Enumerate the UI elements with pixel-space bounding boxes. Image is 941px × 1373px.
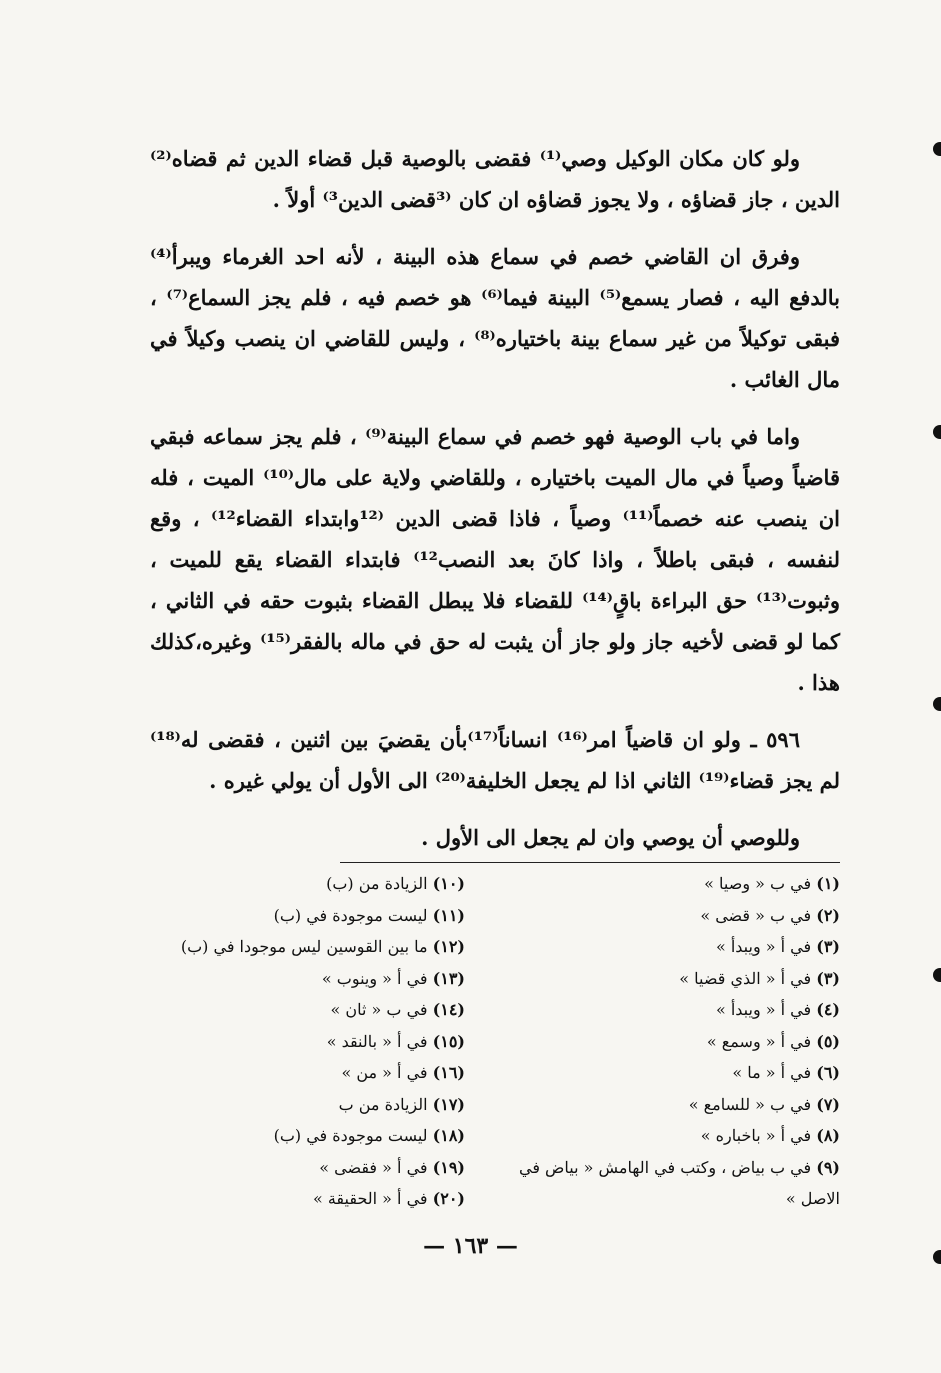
footnote: (٦) في أ « ما » bbox=[732, 1063, 840, 1082]
footnote: (١٩) في أ « فقضى » bbox=[319, 1157, 465, 1177]
footnote: (١) في ب « وصيا » bbox=[704, 874, 840, 893]
edge-mark bbox=[933, 1250, 941, 1264]
footnotes-right-column bbox=[510, 868, 840, 1215]
footnote: (١٦) في أ « من » bbox=[341, 1063, 465, 1082]
footnote: (١٥) في أ « بالنقد » bbox=[326, 1031, 465, 1051]
footnote: (٢) في ب « قضى » bbox=[700, 905, 840, 925]
main-text bbox=[150, 138, 840, 858]
footnote: (١٧) الزيادة من ب bbox=[338, 1094, 465, 1114]
numbered-paragraph: ٥٩٦ ـ ولو ان قاضياً امر⁽¹⁶⁾ انساناً⁽¹⁷⁾بأن يقضيَ بين اثنين ، فقضى له⁽¹⁸⁾ لم يجز قضاء⁽¹⁹⁾ الثاني اذا لم يجعل الخليفة⁽²⁰⁾ الى الأول أن يولي غيره . bbox=[150, 727, 840, 793]
footnote-divider bbox=[340, 862, 840, 863]
edge-mark bbox=[933, 142, 941, 156]
footnotes-left-column bbox=[150, 868, 465, 1215]
paragraph: وللوصي أن يوصي وان لم يجعل الى الأول . bbox=[421, 825, 800, 850]
footnote: (١٤) في ب « ثان » bbox=[330, 1000, 465, 1019]
edge-mark bbox=[933, 697, 941, 711]
footnote: (١١) ليست موجودة في (ب) bbox=[273, 905, 465, 925]
footnote: (١٣) في أ « وينوب » bbox=[321, 968, 465, 988]
footnote: (١٨) ليست موجودة في (ب) bbox=[273, 1126, 465, 1145]
footnote: (٥) في أ « وسمع » bbox=[706, 1031, 840, 1051]
footnote: (٢٠) في أ « الحقيقة » bbox=[312, 1189, 465, 1208]
paragraph: واما في باب الوصية فهو خصم في سماع البينة⁽⁹⁾ ، فلم يجز سماعه فبقي قاضياً وصياً في مال الميت باختياره ، وللقاضي ولاية على مال⁽¹⁰⁾ الميت ، فله ان ينصب عنه خصماً⁽¹¹⁾ وصياً ، فاذا قضى الدين ⁽¹²وابتداء القضاء¹²⁾ ، وقع لنفسه ، فبقى باطلاً ، واذا كانَ بعد النصب¹²⁾ فابتداء القضاء يقع للميت ، وثبوت⁽¹³⁾ حق البراءة باقٍ⁽¹⁴⁾ للقضاء فلا يبطل القضاء بثبوت حقه في الثاني ، كما لو قضى لأخيه جاز ولو جاز أن يثبت له حق في ماله بالفقر⁽¹⁵⁾ وغيره،كذلك هذا . bbox=[150, 424, 841, 695]
footnote: (٨) في أ « باخباره » bbox=[700, 1126, 840, 1145]
edge-mark bbox=[933, 968, 941, 982]
page-number: — ١٦٣ — bbox=[423, 1233, 518, 1259]
footnote: (٣) في أ « الذي قضيا » bbox=[679, 968, 840, 988]
footnote: (٩) في ب بياض ، وكتب في الهامش « بياض في الاصل » bbox=[518, 1157, 840, 1208]
footnote: (٧) في ب « للسامع » bbox=[688, 1094, 840, 1114]
edge-mark bbox=[933, 425, 941, 439]
footnote: (١٠) الزيادة من (ب) bbox=[326, 874, 465, 893]
paragraph: ولو كان مكان الوكيل وصي⁽¹⁾ فقضى بالوصية قبل قضاء الدين ثم قضاه⁽²⁾ الدين ، جاز قضاؤه ، ولا يجوز قضاؤه ان كان ⁽³قضى الدين³⁾ أولاً . bbox=[150, 146, 840, 212]
footnote: (١٢) ما بين القوسين ليس موجودا في (ب) bbox=[180, 937, 465, 956]
footnote: (٤) في أ « ويبدأ » bbox=[715, 1000, 840, 1019]
paragraph: وفرق ان القاضي خصم في سماع هذه البينة ، لأنه احد الغرماء ويبرأ⁽⁴⁾ بالدفع اليه ، فصار يسمع⁽⁵⁾ البينة فيما⁽⁶⁾ هو خصم فيه ، فلم يجز السماع⁽⁷⁾ ، فبقى توكيلاً من غير سماع بينة باختياره⁽⁸⁾ ، وليس للقاضي ان ينصب وكيلاً في مال الغائب . bbox=[150, 244, 841, 392]
footnote: (٣) في أ « ويبدأ » bbox=[715, 937, 840, 956]
